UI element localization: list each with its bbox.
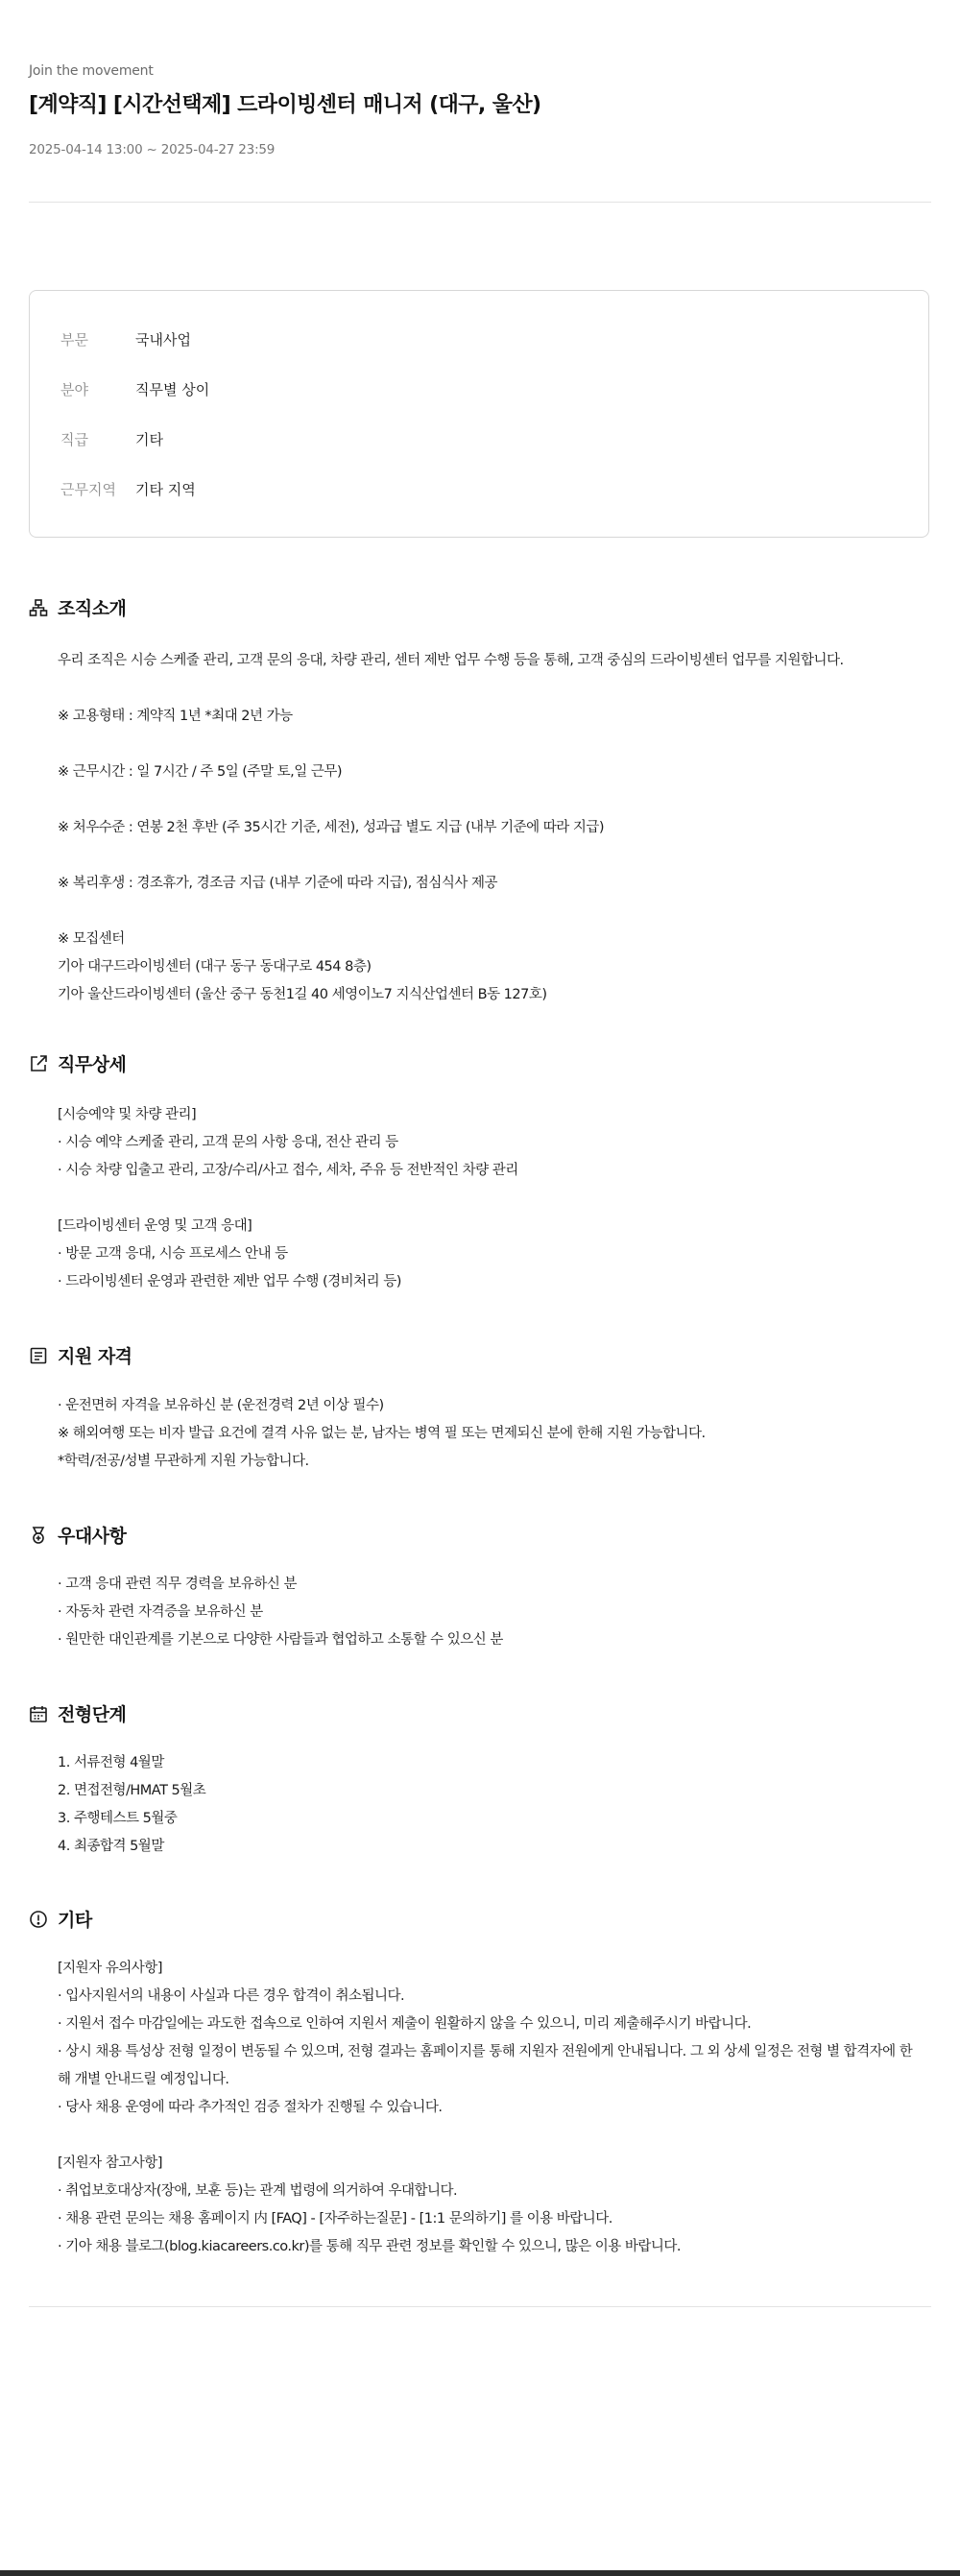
info-row-rank <box>60 429 163 449</box>
org-chart-icon <box>29 598 48 617</box>
section-body-organization: 우리 조직은 시승 스케줄 관리, 고객 문의 응대, 차량 관리, 센터 제반 업무 수행 등을 통해, 고객 중심의 드라이빙센터 업무를 지원합니다. ※ 고용형태 : 계약직 1년 *최대 2년 가능 ※ 근무시간 : 일 7시간 / 주 5일 (주말 토,일 근무) ※ 처우수준 : 연봉 2천 후반 (주 35시간 기준, 세전), 성과급 별도 지급 (내부 기준에 따라 지급) ※ 복리후생 : 경조휴가, 경조금 지급 (내부 기준에 따라 지급), 점심식사 제공 ※ 모집센터 기아 대구드라이빙센터 (대구 동구 동대구로 454 8층) 기아 울산드라이빙센터 (울산 중구 동천1길 40 세영이노7 지식산업센터 B동 127호) <box>58 653 844 1002</box>
bottom-bar <box>0 2570 960 2576</box>
info-value: 직무별 상이 <box>135 381 210 398</box>
medal-icon <box>29 1526 48 1545</box>
info-row-location <box>60 479 196 499</box>
section-body-etc: [지원자 유의사항] · 입사지원서의 내용이 사실과 다른 경우 합격이 취소됩니다. · 지원서 접수 마감일에는 과도한 접속으로 인하여 지원서 제출이 원활하지 않을 수 있으니, 미리 제출해주시기 바랍니다. · 상시 채용 특성상 전형 일정이 변동될 수 있으며, 전형 결과는 홈페이지를 통해 지원자 전원에게 안내됩니다. 그 외 상세 일정은 전형 별 합격자에 한해 개별 안내드릴 예정입니다. · 당사 채용 운영에 따라 추가적인 검증 절차가 진행될 수 있습니다. [지원자 참고사항] · 취업보호대상자(장애, 보훈 등)는 관계 법령에 의거하여 우대합니다. · 채용 관련 문의는 채용 홈페이지 内 [FAQ] - [자주하는질문] - [1:1 문의하기] 를 이용 바랍니다. · 기아 채용 블로그(blog.kiacareers.co.kr)를 통해 직무 관련 정보를 확인할 수 있으니, 많은 이용 바랍니다. <box>58 1961 913 2254</box>
info-value: 기타 지역 <box>135 481 196 498</box>
section-body-job-detail: [시승예약 및 차량 관리] · 시승 예약 스케줄 관리, 고객 문의 사항 응대, 전산 관리 등 · 시승 차량 입출고 관리, 고장/수리/사고 접수, 세차, 주유 등 전반적인 차량 관리 [드라이빙센터 운영 및 고객 응대] · 방문 고객 응대, 시승 프로세스 안내 등 · 드라이빙센터 운영과 관련한 제반 업무 수행 (경비처리 등) <box>58 1107 518 1289</box>
section-heading-qualification <box>29 1342 132 1368</box>
section-title: 우대사항 <box>58 1526 127 1547</box>
info-label: 부문 <box>60 331 88 349</box>
section-heading-etc <box>29 1906 92 1932</box>
section-body-process: 1. 서류전형 4월말 2. 면접전형/HMAT 5월초 3. 주행테스트 5월중 4. 최종합격 5월말 <box>58 1755 206 1854</box>
info-value: 기타 <box>135 431 163 448</box>
section-heading-process <box>29 1700 126 1726</box>
page-title: [계약직] [시간선택제] 드라이빙센터 매니저 (대구, 울산) <box>29 93 541 117</box>
section-title: 전형단계 <box>58 1704 127 1725</box>
section-heading-preference <box>29 1522 126 1548</box>
section-title: 기타 <box>58 1910 92 1931</box>
external-link-icon <box>29 1054 48 1073</box>
section-title: 직무상세 <box>58 1054 127 1075</box>
calendar-icon <box>29 1704 48 1723</box>
application-period: 2025-04-14 13:00 ~ 2025-04-27 23:59 <box>29 142 276 157</box>
section-body-qualification: · 운전면허 자격을 보유하신 분 (운전경력 2년 이상 필수) ※ 해외여행 또는 비자 발급 요건에 결격 사유 없는 분, 남자는 병역 필 또는 면제되신 분에 한해 지원 가능합니다. *학력/전공/성별 무관하게 지원 가능합니다. <box>58 1398 706 1469</box>
alert-circle-icon <box>29 1910 48 1929</box>
info-label: 직급 <box>60 431 88 448</box>
divider <box>29 202 931 203</box>
info-card <box>29 290 929 538</box>
info-value: 국내사업 <box>135 331 191 349</box>
section-body-preference: · 고객 응대 관련 직무 경력을 보유하신 분 · 자동차 관련 자격증을 보유하신 분 · 원만한 대인관계를 기본으로 다양한 사람들과 협업하고 소통할 수 있으신 분 <box>58 1577 503 1648</box>
info-label: 근무지역 <box>60 481 116 498</box>
document-icon <box>29 1346 48 1365</box>
section-title: 지원 자격 <box>58 1346 132 1367</box>
divider <box>29 2306 931 2307</box>
section-title: 조직소개 <box>58 598 127 619</box>
section-heading-organization <box>29 594 126 620</box>
info-label: 분야 <box>60 381 88 398</box>
eyebrow-text: Join the movement <box>29 63 154 79</box>
section-heading-job-detail <box>29 1050 126 1076</box>
info-row-field <box>60 379 209 399</box>
info-row-division <box>60 329 191 349</box>
